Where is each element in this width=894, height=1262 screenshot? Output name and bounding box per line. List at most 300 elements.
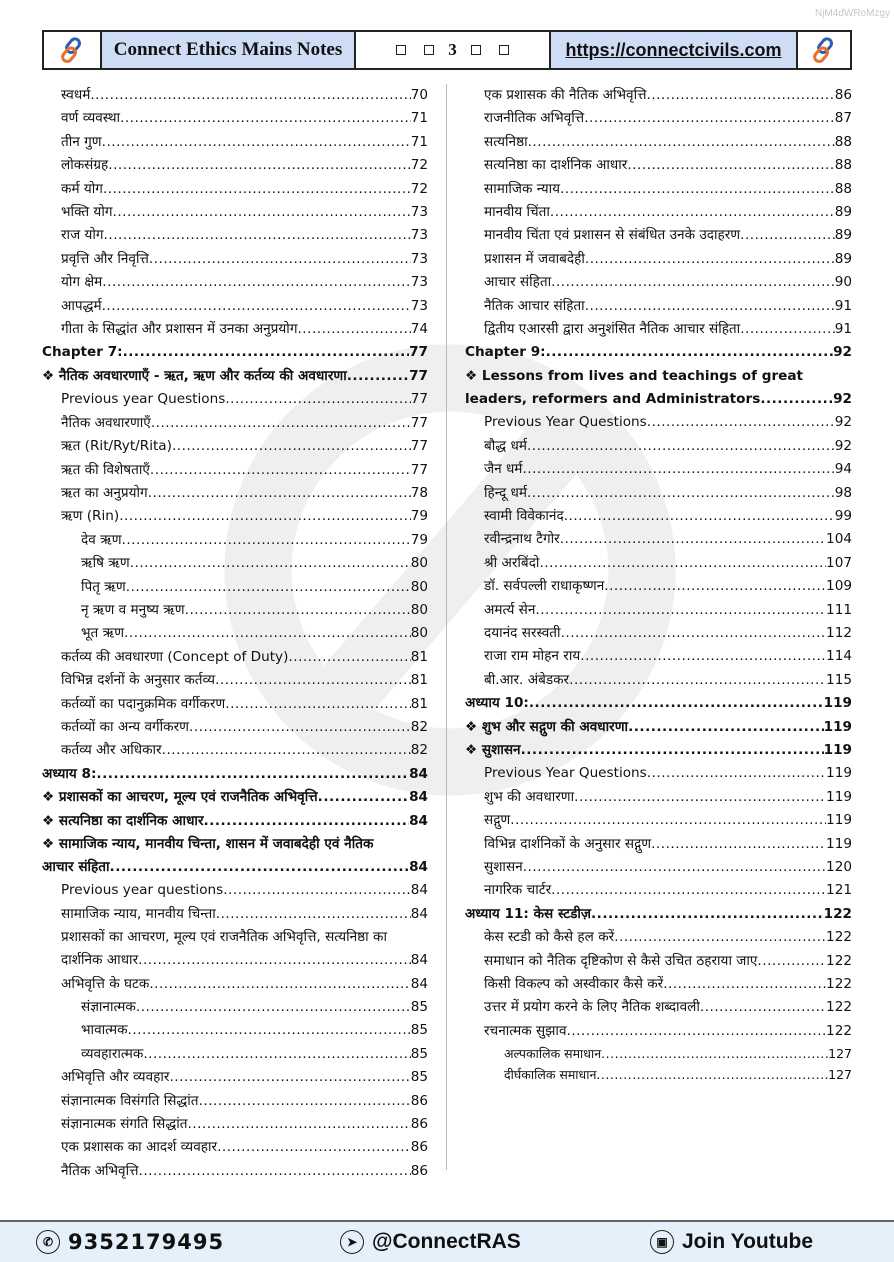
dot-leader	[574, 786, 826, 809]
placeholder-box-icon	[424, 45, 434, 55]
toc-entry[interactable]	[42, 599, 428, 622]
dot-leader	[510, 809, 826, 832]
toc-page-number: 127	[828, 1067, 852, 1083]
toc-page-number: 84	[410, 882, 428, 899]
toc-entry[interactable]	[465, 178, 852, 201]
toc-entry[interactable]	[465, 645, 852, 668]
toc-entry-title: राजा राम मोहन राय	[484, 648, 581, 665]
dot-leader	[647, 84, 835, 107]
dot-leader	[102, 271, 410, 294]
toc-page-number: 119	[826, 812, 852, 829]
dot-leader	[204, 810, 410, 833]
toc-page-number: 80	[410, 555, 428, 572]
toc-page-number: 107	[826, 554, 852, 571]
toc-entry[interactable]	[465, 973, 852, 996]
placeholder-box-icon	[471, 45, 481, 55]
toc-entry[interactable]	[465, 879, 852, 902]
toc-entry[interactable]	[42, 879, 428, 902]
dot-leader	[601, 1043, 828, 1064]
dot-leader	[136, 996, 411, 1019]
toc-entry[interactable]	[42, 739, 428, 762]
toc-entry[interactable]	[42, 926, 428, 972]
toc-page-number: 99	[834, 507, 852, 524]
toc-page-number: 72	[410, 180, 428, 197]
toc-entry-title: नृ ऋण व मनुष्य ऋण	[81, 601, 185, 618]
toc-entry[interactable]	[465, 552, 852, 575]
dot-leader	[651, 833, 826, 856]
dot-leader	[564, 505, 835, 528]
toc-entry[interactable]	[465, 622, 852, 645]
phone-number: 9352179495	[68, 1230, 225, 1254]
toc-entry-title: ❖ सुशासन	[465, 741, 521, 758]
toc-entry[interactable]	[465, 669, 852, 692]
toc-entry[interactable]	[465, 762, 852, 785]
toc-page-number: 88	[834, 133, 852, 150]
dot-leader	[591, 903, 824, 926]
toc-entry[interactable]	[42, 271, 428, 294]
toc-entry[interactable]	[465, 575, 852, 598]
dot-leader	[128, 1019, 411, 1042]
toc-entry-title: नैतिक अवधारणाएँ	[61, 414, 151, 431]
toc-entry-title: कर्तव्यों का अन्य वर्गीकरण	[61, 718, 190, 735]
toc-page-number: 112	[826, 624, 852, 641]
toc-entry[interactable]	[465, 1043, 852, 1064]
dot-leader	[522, 458, 834, 481]
dot-leader	[113, 201, 411, 224]
dot-leader	[104, 224, 411, 247]
toc-entry[interactable]	[42, 576, 428, 599]
toc-entry[interactable]	[465, 365, 852, 411]
toc-entry[interactable]	[42, 973, 428, 996]
toc-page-number: 122	[826, 1022, 852, 1039]
toc-entry[interactable]	[465, 1020, 852, 1043]
toc-entry-title: बौद्ध धर्म	[484, 437, 527, 454]
toc-entry-title: कर्म योग	[61, 180, 103, 197]
toc-page-number: 122	[826, 929, 852, 946]
toc-page-number: 79	[410, 531, 428, 548]
toc-entry[interactable]	[465, 692, 852, 715]
dot-leader	[169, 1066, 410, 1089]
toc-entry[interactable]	[465, 856, 852, 879]
toc-entry[interactable]	[42, 1066, 428, 1089]
toc-entry[interactable]	[42, 154, 428, 177]
column-divider	[446, 84, 447, 1170]
toc-page-number: 104	[826, 531, 852, 548]
toc-entry[interactable]	[42, 459, 428, 482]
toc-entry-title: अमर्त्य सेन	[484, 601, 536, 618]
toc-entry-title: अध्याय 10:	[465, 695, 529, 712]
dot-leader	[614, 926, 826, 949]
toc-entry[interactable]	[465, 201, 852, 224]
dot-leader	[560, 528, 826, 551]
toc-entry-title: प्रवृत्ति और निवृत्ति	[61, 250, 149, 267]
toc-entry[interactable]	[465, 950, 852, 973]
toc-entry[interactable]	[42, 903, 428, 926]
toc-page-number: 77	[410, 438, 428, 455]
chain-link-icon	[57, 35, 87, 65]
toc-entry[interactable]	[465, 84, 852, 107]
toc-entry[interactable]	[42, 435, 428, 458]
toc-page-number: 114	[826, 648, 852, 665]
toc-page-number: 111	[826, 601, 852, 618]
dot-leader	[529, 692, 824, 715]
website-link[interactable]: https://connectcivils.com	[551, 32, 798, 68]
phone-icon: ✆	[36, 1230, 60, 1254]
toc-page-number: 91	[834, 297, 852, 314]
dot-leader	[199, 1090, 411, 1113]
toc-entry[interactable]	[42, 1160, 428, 1183]
toc-entry[interactable]	[42, 178, 428, 201]
toc-entry[interactable]	[42, 412, 428, 435]
toc-entry[interactable]	[465, 833, 852, 856]
toc-entry-title: ऋत की विशेषताएँ	[61, 461, 150, 478]
toc-entry[interactable]	[465, 411, 852, 434]
dot-leader	[551, 271, 835, 294]
toc-page-number: 90	[834, 274, 852, 291]
chain-link-icon	[809, 35, 839, 65]
toc-page-number: 81	[410, 648, 428, 665]
youtube-label: Join Youtube	[682, 1230, 814, 1253]
toc-entry-title: डॉ. सर्वपल्ली राधाकृष्णन	[484, 578, 605, 595]
toc-entry[interactable]	[42, 365, 428, 388]
toc-entry[interactable]	[42, 786, 428, 809]
toc-page-number: 88	[834, 180, 852, 197]
dot-leader	[546, 341, 833, 364]
toc-page-number: 92	[834, 414, 852, 431]
dot-leader	[108, 154, 410, 177]
toc-entry[interactable]	[42, 224, 428, 247]
dot-leader	[123, 341, 409, 364]
toc-page-number: 87	[834, 110, 852, 127]
toc-page-number: 84	[410, 975, 428, 992]
toc-page-number: 88	[834, 157, 852, 174]
toc-entry-title: ❖ Lessons from lives and teachings of great	[465, 367, 804, 384]
dot-leader	[126, 576, 411, 599]
page-footer	[0, 1220, 894, 1262]
toc-entry-title: योग क्षेम	[61, 274, 103, 291]
dot-leader	[647, 411, 835, 434]
toc-page-number: 122	[823, 905, 852, 922]
dot-leader	[561, 622, 826, 645]
toc-entry[interactable]	[42, 107, 428, 130]
toc-page-number: 80	[410, 601, 428, 618]
toc-entry[interactable]	[42, 1043, 428, 1066]
toc-page-number: 72	[410, 157, 428, 174]
toc-entry[interactable]	[42, 295, 428, 318]
toc-page-number: 79	[410, 508, 428, 525]
toc-entry[interactable]	[42, 669, 428, 692]
dot-leader	[539, 552, 826, 575]
toc-entry-title: रचनात्मक सुझाव	[484, 1022, 567, 1039]
toc-entry-title-cont: आचार संहिता	[42, 859, 110, 875]
toc-entry-title: श्री अरबिंदो	[484, 554, 540, 571]
toc-entry-title: हिन्दू धर्म	[484, 484, 527, 501]
toc-entry[interactable]	[42, 482, 428, 505]
toc-entry-title: व्यवहारात्मक	[81, 1045, 144, 1062]
toc-entry[interactable]	[42, 716, 428, 739]
youtube-icon: ▣	[650, 1230, 674, 1254]
dot-leader	[596, 1064, 828, 1085]
toc-entry[interactable]	[465, 107, 852, 130]
toc-entry[interactable]	[42, 693, 428, 716]
dot-leader	[585, 295, 835, 318]
toc-entry-title: अल्पकालिक समाधान	[504, 1046, 602, 1062]
toc-entry[interactable]	[465, 318, 852, 341]
dot-leader	[102, 295, 411, 318]
toc-entry[interactable]	[42, 1113, 428, 1136]
toc-entry[interactable]	[42, 318, 428, 341]
dot-leader	[96, 763, 409, 786]
toc-entry[interactable]	[42, 833, 428, 879]
toc-page-number: 86	[410, 1116, 428, 1133]
dot-leader	[122, 529, 411, 552]
toc-entry[interactable]	[465, 926, 852, 949]
toc-entry[interactable]	[465, 341, 852, 364]
dot-leader	[580, 645, 826, 668]
toc-entry-title: उत्तर में प्रयोग करने के लिए नैतिक शब्दावली	[484, 999, 700, 1016]
toc-entry-title: कर्तव्य की अवधारणा (Concept of Duty)	[61, 648, 289, 665]
toc-entry-title: देव ऋण	[81, 531, 122, 548]
toc-entry[interactable]	[42, 529, 428, 552]
dot-leader	[149, 248, 411, 271]
dot-leader	[527, 482, 835, 505]
toc-entry[interactable]	[42, 341, 428, 364]
toc-page-number: 119	[823, 718, 852, 735]
toc-entry[interactable]	[465, 505, 852, 528]
toc-entry-title: ❖ सामाजिक न्याय, मानवीय चिन्ता, शासन में जवाबदेही एवं नैतिक	[42, 836, 374, 852]
toc-entry[interactable]	[42, 1019, 428, 1042]
dot-leader	[318, 786, 409, 809]
toc-entry[interactable]	[465, 131, 852, 154]
toc-entry[interactable]	[42, 622, 428, 645]
toc-entry-title: शुभ की अवधारणा	[484, 788, 575, 805]
toc-entry[interactable]	[465, 458, 852, 481]
dot-leader	[120, 107, 411, 130]
document-title: Connect Ethics Mains Notes	[102, 32, 356, 68]
toc-page-number: 82	[410, 742, 428, 759]
toc-page-number: 85	[410, 1045, 428, 1062]
toc-page-number: 82	[410, 718, 428, 735]
toc-page-number: 119	[826, 765, 852, 782]
toc-entry-title: संज्ञानात्मक	[81, 999, 136, 1016]
toc-page-number: 121	[826, 882, 852, 899]
dot-leader	[124, 622, 411, 645]
toc-entry[interactable]	[465, 271, 852, 294]
toc-entry[interactable]	[42, 84, 428, 107]
toc-entry[interactable]	[42, 201, 428, 224]
toc-entry[interactable]	[42, 1136, 428, 1159]
toc-entry-title: एक प्रशासक की नैतिक अभिवृत्ति	[484, 87, 647, 103]
dot-leader	[535, 599, 826, 622]
toc-entry[interactable]	[465, 809, 852, 832]
toc-entry-title: मानवीय चिंता एवं प्रशासन से संबंधित उनके उदाहरण	[484, 227, 741, 244]
toc-entry[interactable]	[465, 1064, 852, 1085]
toc-entry-title: प्रशासकों का आचरण, मूल्य एवं राजनैतिक अभिवृत्ति, सत्यनिष्ठा का	[61, 929, 387, 946]
toc-entry-title: प्रशासन में जवाबदेही	[484, 250, 585, 267]
toc-page-number: 71	[410, 133, 428, 150]
toc-page-number: 109	[826, 578, 852, 595]
dot-leader	[663, 973, 826, 996]
toc-page-number: 91	[834, 321, 852, 338]
toc-entry-title: समाधान को नैतिक दृष्टिकोण से कैसे उचित ठहराया जाए	[484, 952, 758, 969]
dot-leader	[700, 996, 826, 1019]
dot-leader	[523, 856, 826, 879]
toc-entry[interactable]	[42, 996, 428, 1019]
dot-leader	[584, 107, 834, 130]
toc-entry-title: ❖ प्रशासकों का आचरण, मूल्य एवं राजनैतिक अभिवृत्ति	[42, 789, 318, 806]
toc-page-number: 81	[410, 672, 428, 689]
dot-leader	[102, 131, 411, 154]
dot-leader	[138, 949, 411, 972]
dot-leader	[740, 318, 834, 341]
toc-page-number: 115	[826, 671, 852, 688]
toc-entry-title: मानवीय चिंता	[484, 204, 550, 221]
toc-right-column	[465, 84, 852, 1085]
toc-page-number: 73	[410, 204, 428, 221]
toc-entry[interactable]	[42, 552, 428, 575]
toc-entry-title: सत्यनिष्ठा	[484, 133, 528, 150]
toc-entry-title: सत्यनिष्ठा का दार्शनिक आधार	[484, 157, 628, 174]
toc-entry[interactable]	[42, 505, 428, 528]
dot-leader	[647, 762, 826, 785]
toc-page-number: 86	[410, 1139, 428, 1156]
toc-entry[interactable]	[42, 763, 428, 786]
toc-entry-title: Chapter 9:	[465, 344, 546, 361]
dot-leader	[130, 552, 411, 575]
toc-entry[interactable]	[42, 810, 428, 833]
dot-leader	[528, 131, 835, 154]
toc-page-number: 86	[410, 1092, 428, 1109]
toc-entry-title: केस स्टडी को कैसे हल करें	[484, 929, 615, 946]
toc-entry-title: Previous Year Questions	[484, 765, 647, 782]
toc-entry[interactable]	[42, 646, 428, 669]
toc-page-number: 73	[410, 274, 428, 291]
toc-entry-title: आचार संहिता	[484, 274, 552, 291]
dot-leader	[149, 973, 410, 996]
toc-entry[interactable]	[465, 599, 852, 622]
toc-page-number: 92	[833, 344, 852, 361]
footer-youtube[interactable]	[650, 1230, 813, 1254]
toc-page-number: 119	[826, 835, 852, 852]
toc-entry[interactable]	[465, 903, 852, 926]
toc-entry-title: सद्गुण	[484, 812, 511, 829]
toc-page-number: 73	[410, 227, 428, 244]
toc-page-number: 84	[410, 905, 428, 922]
dot-leader	[151, 412, 411, 435]
toc-entry-title: बी.आर. अंबेडकर	[484, 671, 570, 688]
dot-leader	[217, 1136, 411, 1159]
toc-page-number: 92	[834, 437, 852, 454]
toc-entry[interactable]	[465, 996, 852, 1019]
toc-entry-title: ऋत (Rit/Ryt/Rita)	[61, 438, 172, 455]
toc-page-number: 98	[834, 484, 852, 501]
toc-entry[interactable]	[465, 482, 852, 505]
toc-entry-title: विभिन्न दार्शनिकों के अनुसार सद्गुण	[484, 835, 652, 852]
dot-leader	[527, 435, 835, 458]
toc-entry[interactable]	[465, 295, 852, 318]
toc-entry[interactable]	[42, 131, 428, 154]
placeholder-box-icon	[499, 45, 509, 55]
telegram-handle: @ConnectRAS	[372, 1230, 521, 1253]
toc-entry-title: किसी विकल्प को अस्वीकार कैसे करें	[484, 976, 664, 993]
toc-page-number: 73	[410, 297, 428, 314]
dot-leader	[185, 599, 411, 622]
toc-entry-title: ❖ सत्यनिष्ठा का दार्शनिक आधार	[42, 812, 204, 829]
toc-entry-title: गीता के सिद्धांत और प्रशासन में उनका अनुप्रयोग	[61, 321, 298, 338]
toc-entry[interactable]	[465, 716, 852, 739]
dot-leader	[119, 505, 410, 528]
toc-page-number: 85	[410, 1022, 428, 1039]
dot-leader	[225, 388, 410, 411]
toc-entry-title: सामाजिक न्याय, मानवीय चिन्ता	[61, 905, 216, 922]
toc-entry[interactable]	[465, 786, 852, 809]
toc-page-number: 80	[410, 625, 428, 642]
toc-page-number: 89	[834, 227, 852, 244]
toc-entry[interactable]	[465, 154, 852, 177]
toc-page-number: 78	[410, 484, 428, 501]
toc-entry-title: ऋषि ऋण	[81, 555, 130, 572]
footer-telegram[interactable]	[340, 1230, 521, 1254]
toc-entry-title: स्वामी विवेकानंद	[484, 507, 564, 524]
toc-entry[interactable]	[465, 528, 852, 551]
toc-page-number: 92	[833, 390, 852, 407]
toc-entry-title: वर्ण व्यवस्था	[61, 110, 121, 127]
dot-leader	[162, 739, 411, 762]
toc-entry-title: Previous year Questions	[61, 391, 226, 408]
page-indicator	[356, 32, 551, 68]
toc-entry-title: राज योग	[61, 227, 104, 244]
toc-entry[interactable]	[465, 224, 852, 247]
toc-page-number: 73	[410, 250, 428, 267]
dot-leader	[585, 248, 835, 271]
toc-entry-title: संज्ञानात्मक संगति सिद्धांत	[61, 1116, 188, 1133]
toc-page-number: 74	[410, 321, 428, 338]
toc-entry-title: द्वितीय एआरसी द्वारा अनुशंसित नैतिक आचार संहिता	[484, 321, 741, 338]
toc-page-number: 77	[409, 367, 428, 384]
toc-page-number: 122	[826, 999, 852, 1016]
toc-page-number: 127	[828, 1046, 852, 1062]
toc-page-number: 77	[410, 461, 428, 478]
toc-entry[interactable]	[42, 388, 428, 411]
toc-entry[interactable]	[42, 1090, 428, 1113]
toc-entry-title: अभिवृत्ति के घटक	[61, 975, 150, 992]
footer-phone[interactable]	[36, 1230, 224, 1254]
dot-leader	[560, 178, 835, 201]
toc-entry-title: ❖ नैतिक अवधारणाएँ - ऋत, ऋण और कर्तव्य की अवधारणा	[42, 367, 347, 384]
toc-entry-title: राजनीतिक अभिवृत्ति	[484, 110, 585, 127]
toc-left-column	[42, 84, 428, 1183]
toc-page-number: 120	[826, 859, 852, 875]
toc-entry-title-cont: दार्शनिक आधार	[61, 952, 139, 969]
toc-entry-title: भावात्मक	[81, 1022, 128, 1039]
toc-page-number: 119	[823, 695, 852, 712]
toc-entry-title: ऋण (Rin)	[61, 508, 120, 525]
dot-leader	[627, 154, 834, 177]
toc-page-number: 80	[410, 578, 428, 595]
toc-entry[interactable]	[465, 248, 852, 271]
toc-entry-title: कर्तव्यों का पदानुक्रमिक वर्गीकरण	[61, 695, 226, 712]
dot-leader	[150, 459, 411, 482]
placeholder-box-icon	[396, 45, 406, 55]
dot-leader	[172, 435, 411, 458]
document-id: NjM4dWRoMzgy	[814, 8, 890, 19]
toc-page-number: 85	[410, 1069, 428, 1086]
toc-entry[interactable]	[465, 435, 852, 458]
toc-entry[interactable]	[465, 739, 852, 762]
header-logo-left	[44, 32, 102, 68]
toc-entry[interactable]	[42, 248, 428, 271]
toc-entry-title: संज्ञानात्मक विसंगति सिद्धांत	[61, 1092, 199, 1109]
